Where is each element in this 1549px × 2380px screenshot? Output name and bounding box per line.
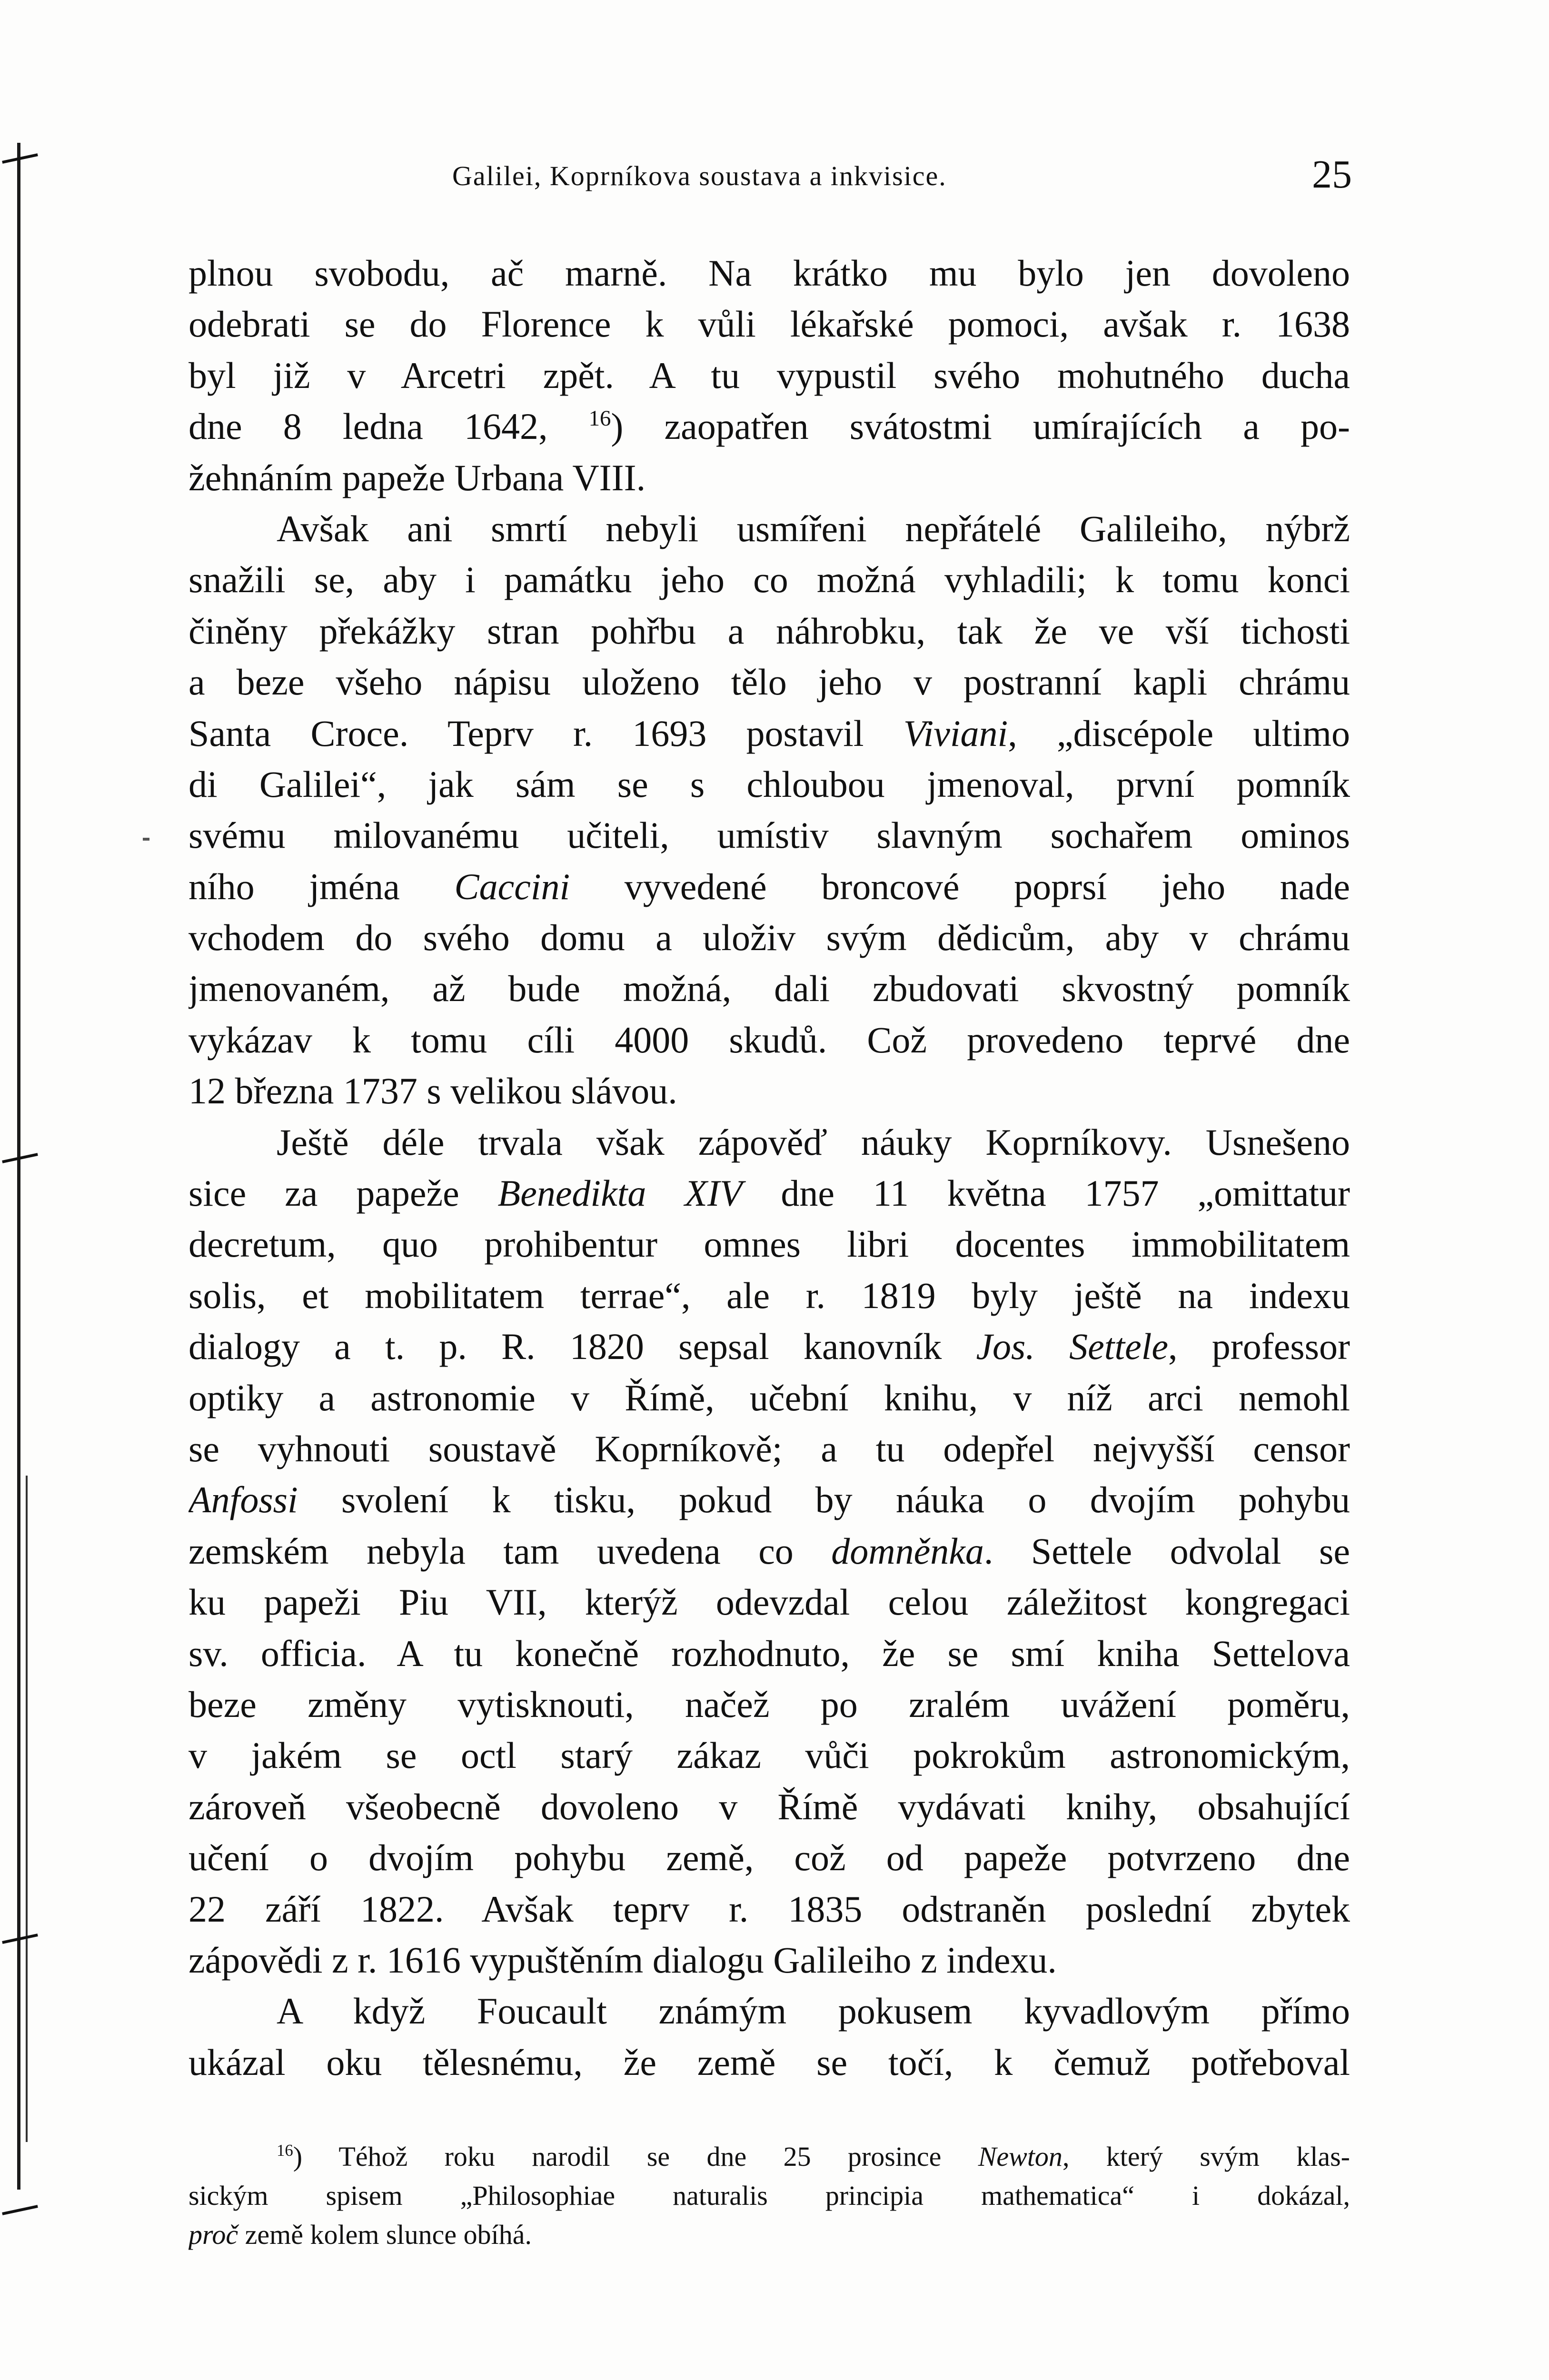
text-run: dne 11 května 1757 „omittatur (742, 1172, 1350, 1214)
text-line: vchodem do svého domu a uloživ svým dědicům, aby v chrámu (189, 917, 1350, 959)
text-line: byl již v Arcetri zpět. A tu vypustil svého mohutného ducha (189, 354, 1350, 396)
text-run: , „discépole ultimo (1008, 712, 1350, 754)
italic-name: Newton (978, 2141, 1062, 2172)
page-number: 25 (1312, 152, 1352, 197)
running-title: Galilei, Koprníkova soustava a inkvisice. (452, 160, 947, 191)
text-line: Avšak ani smrtí nebyli usmířeni nepřátelé Galileiho, nýbrž (277, 507, 1350, 549)
text-run: sickým spisem „Philosophiae naturalis principia mathematica“ i dokázal, (189, 2180, 1350, 2211)
footnotes (189, 2137, 1350, 2254)
binding-edge (17, 143, 20, 2190)
text-line: 12 března 1737 s velikou slávou. (189, 1070, 677, 1112)
text-run: sice za papeže (189, 1172, 498, 1214)
italic-word: domněnka (831, 1530, 984, 1572)
text-line: beze změny vytisknouti, načež po zralém uvážení poměru, (189, 1683, 1350, 1725)
text-run: ) Téhož roku narodil se dne 25 prosince (293, 2141, 978, 2172)
text-line: solis, et mobilitatem terrae“, ale r. 1819 byly ještě na indexu (189, 1274, 1350, 1316)
text-line (189, 708, 1350, 759)
text-run: zemském nebyla tam uvedena co (189, 1530, 832, 1572)
text-line: odebrati se do Florence k vůli lékařské pomoci, avšak r. 1638 (189, 303, 1350, 345)
text-line: jmenovaném, až bude možná, dali zbudovati skvostný pomník (189, 968, 1350, 1010)
italic-name: Caccini (454, 865, 570, 907)
text-run: dialogy a t. p. R. 1820 sepsal kanovník (189, 1326, 976, 1368)
footnote-ref: 16 (588, 406, 611, 431)
italic-word: proč (189, 2219, 238, 2250)
italic-name: Jos. Settele (976, 1326, 1169, 1368)
text-line: decretum, quo prohibentur omnes libri docentes immobilitatem (189, 1223, 1350, 1265)
text-run: Santa Croce. Teprv r. 1693 postavil (189, 712, 904, 754)
text-line: svému milovanému učiteli, umístiv slavným sochařem ominos (189, 814, 1350, 856)
print-speck (143, 838, 149, 841)
text-line: 22 září 1822. Avšak teprv r. 1835 odstraněn poslední zbytek (189, 1888, 1350, 1930)
italic-name: Anfossi (189, 1479, 298, 1521)
italic-name: Benedikta XIV (497, 1172, 743, 1214)
text-line (189, 401, 1350, 452)
text-line (189, 1474, 1350, 1525)
text-run: svolení k tisku, pokud by náuka o dvojím pohybu (298, 1479, 1350, 1521)
text-line (189, 1526, 1350, 1577)
text-line: A když Foucault známým pokusem kyvadlovým přímo (277, 1990, 1350, 2032)
text-line: se vyhnouti soustavě Koprníkově; a tu odepřel nejvyšší censor (189, 1428, 1350, 1469)
binding-edge-inner (26, 1476, 28, 2142)
body-text (189, 248, 1350, 2088)
binding-thread-mark (2, 2205, 38, 2215)
text-run: dne 8 ledna 1642, (189, 406, 589, 447)
text-line: plnou svobodu, ač marně. Na krátko mu bylo jen dovoleno (189, 252, 1350, 294)
text-line: učení o dvojím pohybu země, což od papeže potvrzeno dne (189, 1837, 1350, 1879)
text-line: Ještě déle trvala však zápověď náuky Koprníkovy. Usnešeno (277, 1121, 1350, 1163)
text-line: sv. officia. A tu konečně rozhodnuto, že se smí kniha Settelova (189, 1632, 1350, 1674)
text-line: ku papeži Piu VII, kterýž odevzdal celou záležitost kongregaci (189, 1581, 1350, 1623)
text-line: zápovědi z r. 1616 vypuštěním dialogu Galileiho z indexu. (189, 1939, 1057, 1981)
footnote-line (189, 2176, 1350, 2215)
text-run: vyvedené broncové poprsí jeho nade (570, 865, 1350, 907)
footnote-number: 16 (277, 2141, 293, 2160)
text-run: , professor (1168, 1326, 1350, 1368)
text-line: žehnáním papeže Urbana VIII. (189, 456, 646, 498)
text-run: ) zaopatřen svátostmi umírajících a po- (611, 406, 1350, 447)
text-line: zároveň všeobecně dovoleno v Římě vydávati knihy, obsahující (189, 1785, 1350, 1827)
text-run: země kolem slunce obíhá. (238, 2219, 532, 2250)
footnote-line (189, 2137, 1350, 2176)
text-line: di Galilei“, jak sám se s chloubou jmenoval, první pomník (189, 763, 1350, 805)
text-line: snažili se, aby i památku jeho co možná vyhladili; k tomu konci (189, 559, 1350, 601)
text-run: , který svým klas- (1062, 2141, 1350, 2172)
footnote-line (189, 2215, 1350, 2254)
text-line (189, 1321, 1350, 1372)
text-line: ukázal oku tělesnému, že země se točí, k čemuž potřeboval (189, 2041, 1350, 2083)
text-line: vykázav k tomu cíli 4000 skudů. Což provedeno teprvé dne (189, 1019, 1350, 1061)
running-head (186, 151, 1352, 204)
text-line (189, 1168, 1350, 1219)
text-run: ního jména (189, 865, 455, 907)
text-run: . Settele odvolal se (983, 1530, 1350, 1572)
text-line: optiky a astronomie v Římě, učební knihu, v níž arci nemohl (189, 1377, 1350, 1418)
text-line: činěny překážky stran pohřbu a náhrobku, tak že ve vší tichosti (189, 610, 1350, 652)
text-line: v jakém se octl starý zákaz vůči pokrokům astronomickým, (189, 1735, 1350, 1776)
text-line (189, 861, 1350, 912)
text-line: a beze všeho nápisu uloženo tělo jeho v postranní kapli chrámu (189, 661, 1350, 703)
italic-name: Viviani (903, 712, 1008, 754)
